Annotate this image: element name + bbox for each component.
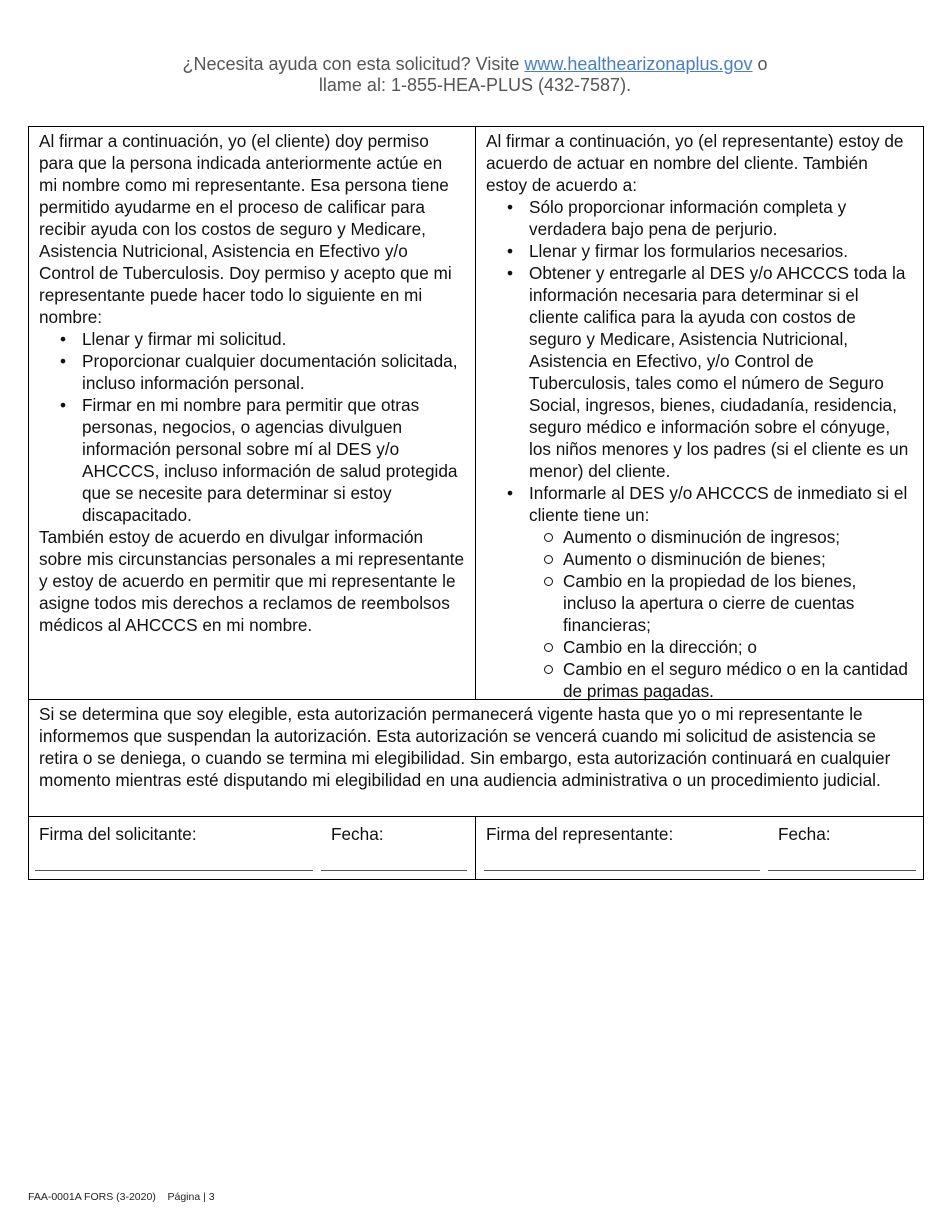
- help-line-2: llame al: 1-855-HEA-PLUS (432-7587).: [318, 75, 632, 95]
- list-item: • Proporcionar cualquier documentación solicitada, incluso información personal.: [82, 350, 465, 394]
- sublist-item: Cambio en la propiedad de los bienes, incluso la apertura o cierre de cuentas financieras;: [563, 570, 913, 636]
- page-footer: [28, 1191, 215, 1203]
- representative-signature-cell: [476, 817, 923, 879]
- list-item: • Llenar y firmar mi solicitud.: [82, 328, 465, 350]
- list-item: [529, 482, 913, 702]
- client-permission-list: [39, 328, 465, 526]
- help-prefix: ¿Necesita ayuda con esta solicitud? Visite: [182, 54, 525, 74]
- applicant-date-label: Fecha:: [331, 824, 384, 844]
- help-header: [0, 54, 950, 96]
- client-closing: También estoy de acuerdo en divulgar información sobre mis circunstancias personales a mi representante y estoy de acuerdo en permitir que mi representante le asigne todos mis derechos a reclamos de reembolsos médicos al AHCCCS en mi nombre.: [39, 527, 465, 635]
- authorization-text: Si se determina que soy elegible, esta autorización permanecerá vigente hasta que yo o mi representante le informemos que suspendan la autorización. Esta autorización se vencerá cuando mi solicitud de asistencia se retira o se deniega, o cuando se termina mi elegibilidad. Sin embargo, esta autorización continuará en cualquier momento mientras esté disputando mi elegibilidad en una audiencia administrativa o un procedimiento judicial.: [29, 699, 923, 816]
- representative-signature-line[interactable]: [484, 870, 760, 871]
- consent-table: [28, 126, 924, 880]
- website-link[interactable]: www.healthearizonaplus.gov: [524, 54, 753, 74]
- representative-intro: Al firmar a continuación, yo (el representante) estoy de acuerdo de actuar en nombre del cliente. También estoy de acuerdo a:: [486, 131, 904, 195]
- help-suffix: o: [752, 54, 768, 74]
- representative-duty-list: [486, 196, 913, 702]
- list-item: • Llenar y firmar los formularios necesarios.: [529, 240, 913, 262]
- applicant-signature-cell: [29, 817, 476, 879]
- list-item-text: Informarle al DES y/o AHCCCS de inmediato si el cliente tiene un:: [529, 483, 908, 525]
- list-item: • Sólo proporcionar información completa y verdadera bajo pena de perjurio.: [529, 196, 913, 240]
- applicant-date-line[interactable]: [321, 870, 467, 871]
- change-sublist: [529, 526, 913, 702]
- sublist-item: Aumento o disminución de bienes;: [563, 548, 913, 570]
- applicant-signature-line[interactable]: [35, 870, 313, 871]
- client-intro: Al firmar a continuación, yo (el cliente) doy permiso para que la persona indicada anteriormente actúe en mi nombre como mi representante. Esa persona tiene permitido ayudarme en el proceso de calificar para recibir ayuda con los costos de seguro y Medicare, Asistencia Nutricional, Asistencia en Efectivo y/o Control de Tuberculosis. Doy permiso y acepto que mi representante puede hacer todo lo siguiente en mi nombre:: [39, 131, 452, 327]
- signature-row: [29, 816, 923, 879]
- representative-signature-label: Firma del representante:: [486, 824, 674, 844]
- representative-date-label: Fecha:: [778, 824, 831, 844]
- representative-consent-cell: [476, 127, 923, 699]
- help-line-1: [0, 54, 950, 75]
- form-id: FAA-0001A FORS (3-2020): [28, 1191, 156, 1203]
- list-item: • Obtener y entregarle al DES y/o AHCCCS toda la información necesaria para determinar si el cliente califica para la ayuda con costos de seguro y Medicare, Asistencia Nutricional, Asistencia en Efectivo, y/o Control de Tuberculosis, tales como el número de Seguro Social, ingresos, bienes, ciudadanía, residencia, seguro médico e información sobre el cónyuge, los niños menores y los padres (si el cliente es un menor) del cliente.: [529, 262, 913, 482]
- sublist-item: Cambio en la dirección; o: [563, 636, 913, 658]
- list-item: • Firmar en mi nombre para permitir que otras personas, negocios, o agencias divulguen información personal sobre mí al DES y/o AHCCCS, incluso información de salud protegida que se necesite para determinar si estoy discapacitado.: [82, 394, 465, 526]
- page-number: Página | 3: [167, 1191, 215, 1203]
- client-consent-cell: [29, 127, 476, 699]
- consent-row: [29, 127, 923, 699]
- sublist-item: Cambio en el seguro médico o en la cantidad de primas pagadas.: [563, 658, 913, 702]
- representative-date-line[interactable]: [768, 870, 916, 871]
- sublist-item: Aumento o disminución de ingresos;: [563, 526, 913, 548]
- applicant-signature-label: Firma del solicitante:: [39, 824, 197, 844]
